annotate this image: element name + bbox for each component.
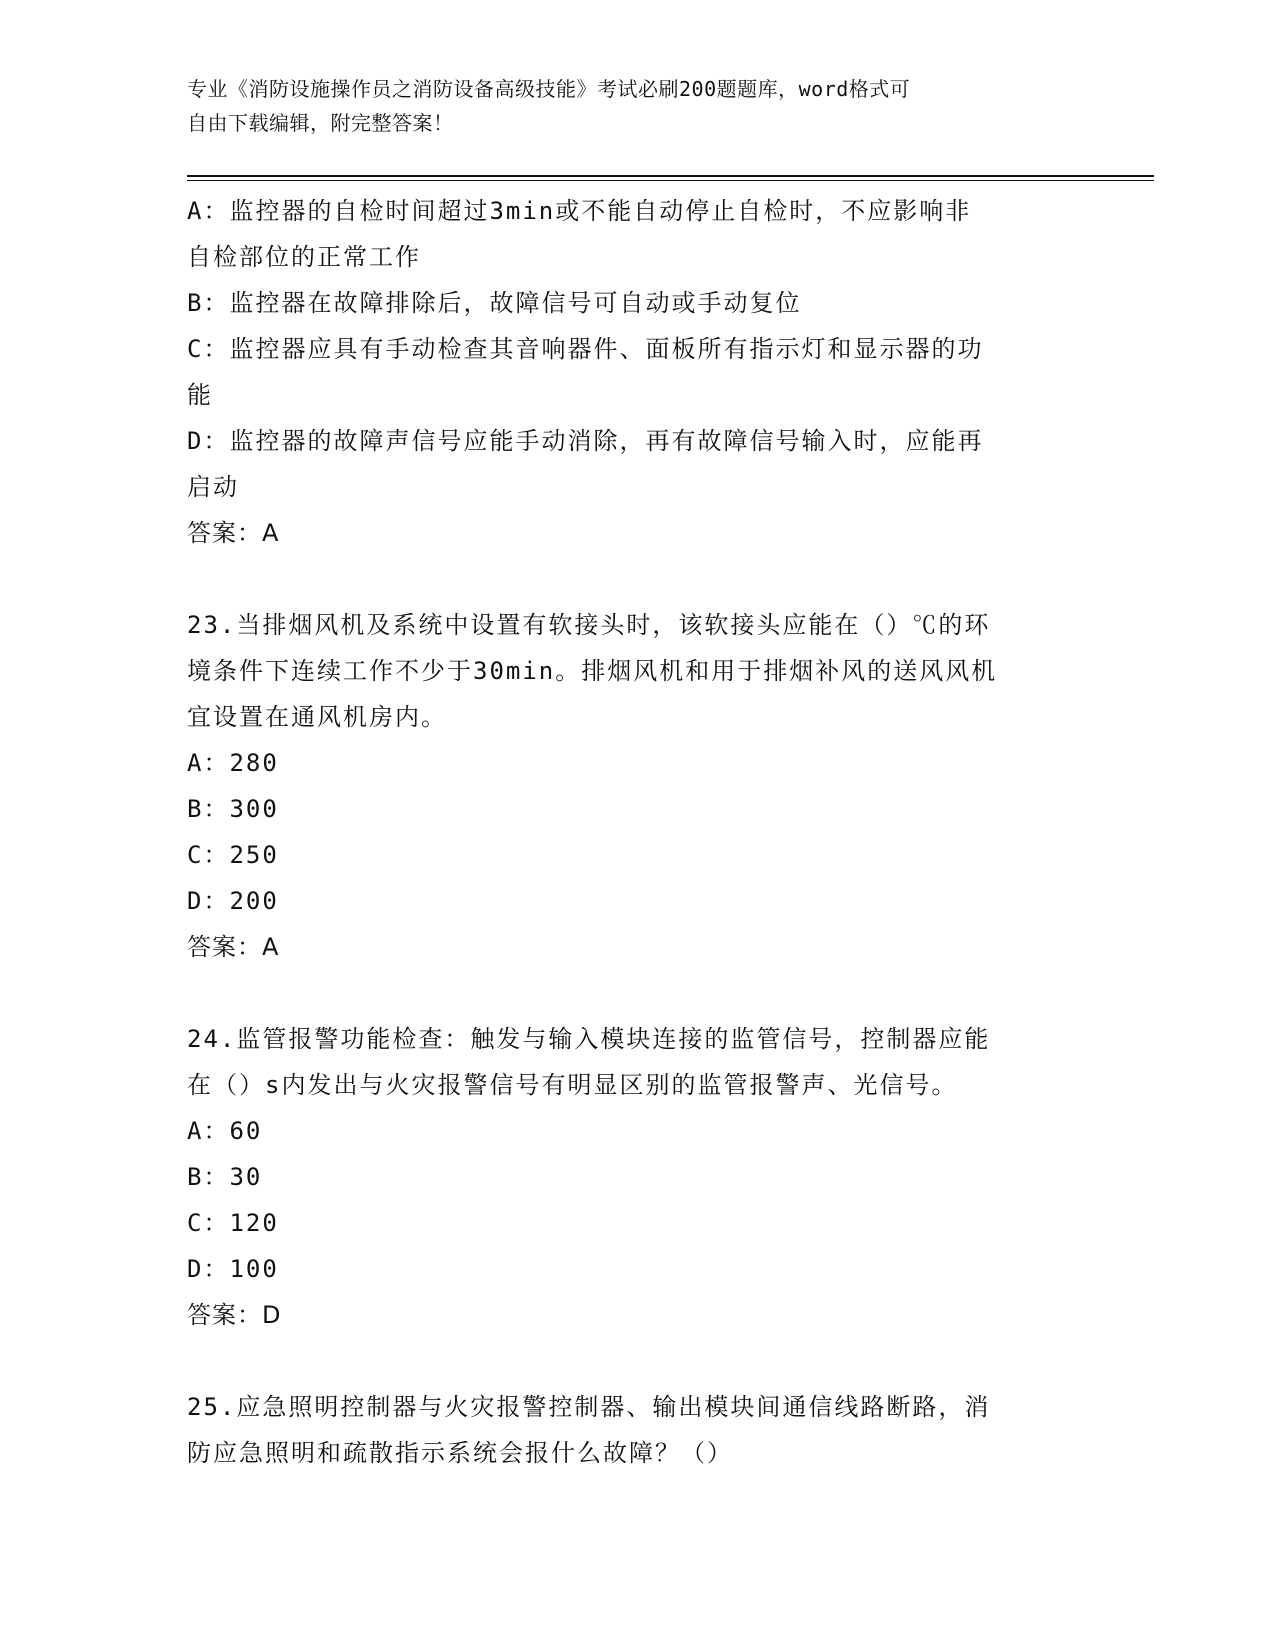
option-c: C：120 [187,1209,279,1237]
header-line-1: 专业《消防设施操作员之消防设备高级技能》考试必刷200题题库，word格式可 [187,77,911,101]
question-spacer [187,556,1087,602]
option-a: A：60 [187,1117,263,1145]
option-d-continued: 启动 [187,473,239,501]
question-stem-continued: 宜设置在通风机房内。 [187,703,447,731]
question-spacer [187,1338,1087,1384]
answer-label: 答案：A [187,933,280,961]
question-22-options [187,188,1087,556]
option-b: B：30 [187,1163,263,1191]
option-c-continued: 能 [187,381,213,409]
option-b: B：监控器在故障排除后，故障信号可自动或手动复位 [187,289,802,317]
question-stem-continued: 境条件下连续工作不少于30min。排烟风机和用于排烟补风的送风风机 [187,657,998,685]
question-stem: 23.当排烟风机及系统中设置有软接头时，该软接头应能在（）℃的环 [187,611,991,639]
option-d: D：监控器的故障声信号应能手动消除，再有故障信号输入时，应能再 [187,427,984,455]
header-divider-thin [187,180,1154,181]
question-23 [187,602,1087,970]
option-d: D：100 [187,1255,279,1283]
answer-label: 答案：D [187,1301,282,1329]
option-b: B：300 [187,795,279,823]
question-stem: 25.应急照明控制器与火灾报警控制器、输出模块间通信线路断路，消 [187,1393,991,1421]
question-stem-continued: 防应急照明和疏散指示系统会报什么故障？（） [187,1439,733,1467]
header-line-2: 自由下载编辑，附完整答案！ [187,111,454,135]
question-list [187,188,1087,1476]
question-stem-continued: 在（）s内发出与火灾报警信号有明显区别的监管报警声、光信号。 [187,1071,958,1099]
option-c: C：250 [187,841,279,869]
option-a: A：监控器的自检时间超过3min或不能自动停止自检时，不应影响非 [187,197,972,225]
header-divider-thick [187,175,1154,177]
question-25 [187,1384,1087,1476]
answer-label: 答案：A [187,519,280,547]
option-c: C：监控器应具有手动检查其音响器件、面板所有指示灯和显示器的功 [187,335,984,363]
question-24 [187,1016,1087,1338]
question-stem: 24.监管报警功能检查：触发与输入模块连接的监管信号，控制器应能 [187,1025,991,1053]
question-spacer [187,970,1087,1016]
document-header [187,72,1087,140]
option-a: A：280 [187,749,279,777]
option-a-continued: 自检部位的正常工作 [187,243,421,271]
option-d: D：200 [187,887,279,915]
